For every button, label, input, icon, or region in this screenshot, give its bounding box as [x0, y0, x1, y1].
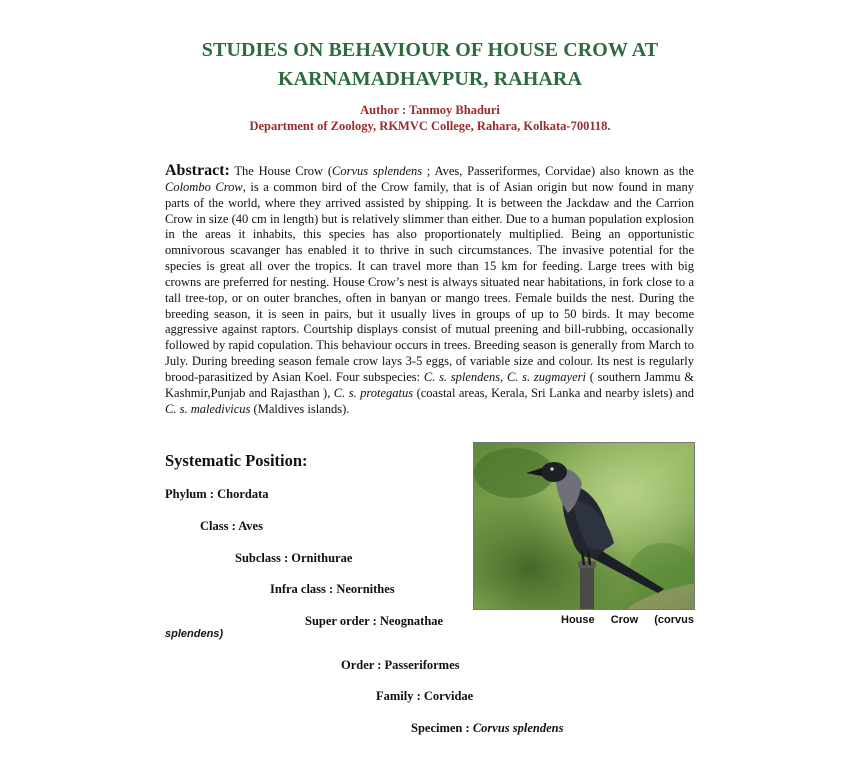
abstract-text: ,	[500, 369, 507, 384]
taxon-specimen	[411, 721, 563, 736]
taxon-class: Class : Aves	[200, 519, 263, 533]
title-line-2: KARNAMADHAVPUR, RAHARA	[277, 68, 583, 90]
taxon-superorder: Super order : Neognathae	[305, 614, 444, 628]
taxon-order: Order : Passeriformes	[341, 658, 460, 672]
abstract-subspecies: C. s. protegatus	[333, 385, 414, 400]
abstract-paragraph	[165, 163, 694, 418]
specimen-label: Specimen :	[411, 721, 473, 735]
abstract-text: ; Aves, Passeriformes, Corvidae) also known as the	[422, 164, 694, 178]
abstract-subspecies: C. s. maledivicus	[165, 401, 251, 416]
figure-caption-continued: splendens)	[165, 628, 224, 640]
author-block	[120, 102, 740, 134]
abstract-heading: Abstract:	[165, 162, 230, 179]
title-line-1: STUDIES ON BEHAVIOUR OF HOUSE CROW AT	[201, 39, 659, 61]
taxon-subclass: Subclass : Ornithurae	[235, 551, 353, 565]
crow-illustration	[474, 443, 695, 610]
abstract-text: ( southern Jammu & Kashmir,Punjab and Rajasthan ),	[165, 369, 694, 400]
house-crow-photo	[473, 442, 695, 610]
paper-title	[120, 36, 740, 94]
taxon-phylum: Phylum : Chordata	[165, 487, 269, 501]
abstract-common-name: Colombo Crow	[165, 179, 243, 194]
abstract-subspecies: C. s. zugmayeri	[506, 369, 586, 384]
abstract-text: , is a common bird of the Crow family, that is of Asian origin but now found in many parts of the world, where they arrived assisted by shipping. It is between the Jackdaw and the Carrion Crow in size (40 cm in length) but is relatively slimmer than either. Due to a human population explosion in the areas it inhabits, this species has also proportionately multiplied. Being an opportunistic omnivorous scavanger has enabled it to thrive in such circumstances. The invasive potential for the species is great all over the tropics. It can travel more than 15 km for feeding. Large trees with big crowns are preferred for nesting. House Crow’s nest is always situated near habitations, in fork close to a tall tree-top, or on outer branches, often in banyan or mango trees. Female builds the nest. During the breeding season, it is seen in pairs, but it usually lives in groups of up to 50 birds. It may become aggressive against raptors. Courtship displays consist of mutual preening and bill-rubbing, occasionally followed by rapid copulation. This behaviour occurs in trees. Breeding season is generally from March to July. During breeding season female crow lays 3-5 eggs, of variable size and colour. Its nest is regularly brood-parasitized by Asian Koel. Four subspecies:	[165, 179, 694, 384]
abstract-text: (coastal areas, Kerala, Sri Lanka and nearby islets) and	[413, 385, 694, 400]
abstract-subspecies: C. s. splendens	[423, 369, 501, 384]
author-affiliation: Department of Zoology, RKMVC College, Rahara, Kolkata-700118.	[249, 119, 611, 133]
figure-caption: House Crow (corvus	[561, 614, 694, 626]
taxon-infraclass: Infra class : Neornithes	[270, 582, 395, 596]
author-name: Author : Tanmoy Bhaduri	[360, 103, 500, 117]
specimen-name: Corvus splendens	[472, 721, 564, 735]
abstract-species-name: Corvus splendens	[332, 164, 423, 178]
systematic-position-heading: Systematic Position:	[165, 451, 308, 470]
taxon-family: Family : Corvidae	[376, 689, 474, 703]
abstract-text: The House Crow (	[229, 164, 332, 178]
abstract-text: (Maldives islands).	[250, 401, 350, 416]
